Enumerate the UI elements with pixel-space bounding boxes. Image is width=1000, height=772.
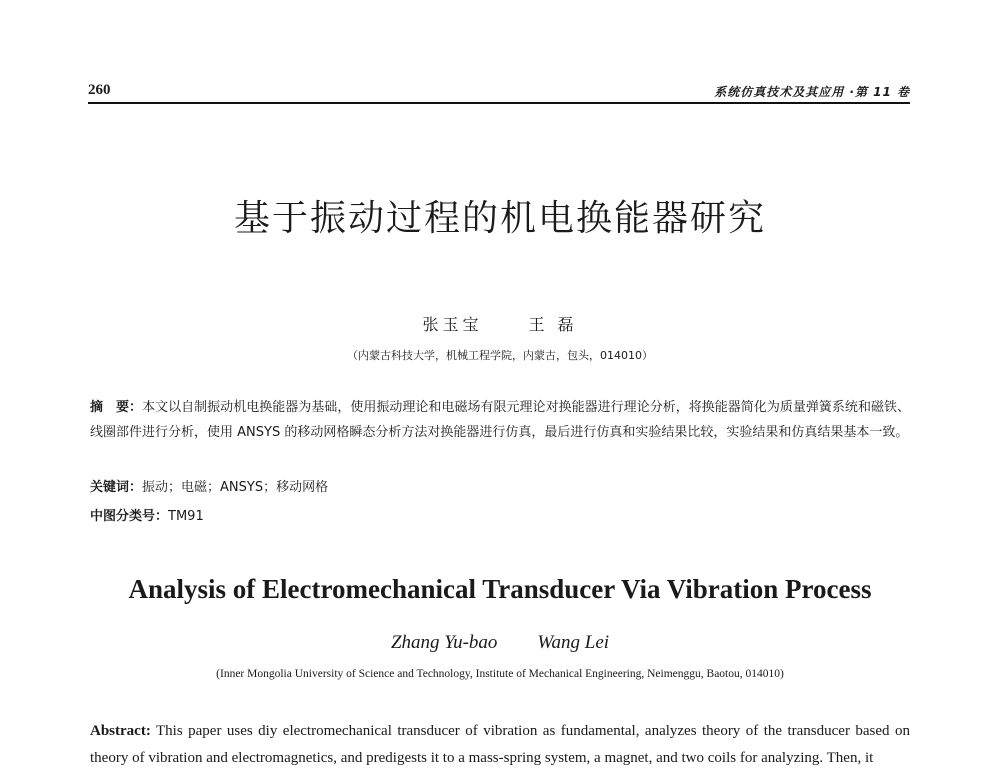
page-header bbox=[88, 80, 910, 102]
chinese-keywords-text: 振动；电磁；ANSYS；移动网格 bbox=[142, 480, 329, 495]
english-authors bbox=[0, 632, 1000, 654]
author-2-cn: 王 磊 bbox=[528, 315, 578, 334]
chinese-keywords bbox=[90, 476, 910, 495]
chinese-title: 基于振动过程的机电换能器研究 bbox=[233, 198, 766, 239]
page-number: 260 bbox=[88, 82, 111, 98]
chinese-keywords-label: 关键词： bbox=[90, 480, 143, 495]
chinese-authors bbox=[0, 312, 1000, 335]
classification-number: TM91 bbox=[168, 509, 204, 524]
author-1-en: Zhang Yu-bao bbox=[390, 632, 498, 653]
english-abstract-text: This paper uses diy electromechanical transducer of vibration as fundamental, analyzes theory of the transducer based on theory of vibration and electromagnetics, and predigests it to a mass-spring system, a magnet, and two coils for analyzing. Then, it bbox=[90, 723, 910, 766]
journal-name: 系统仿真技术及其应用 ·第 11 卷 bbox=[714, 85, 910, 99]
chinese-abstract-text: 本文以自制振动机电换能器为基础，使用振动理论和电磁场有限元理论对换能器进行理论分析，将换能器简化为质量弹簧系统和磁铁、线圈部件进行分析，使用 ANSYS 的移动网格瞬态分析方法对换能器进行仿真，最后进行仿真和实验结果比较，实验结果和仿真结果基本一致。 bbox=[90, 400, 910, 440]
chinese-abstract-label: 摘 要： bbox=[90, 400, 143, 415]
chinese-abstract bbox=[90, 395, 910, 445]
author-1-cn: 张玉宝 bbox=[422, 315, 483, 334]
english-abstract bbox=[90, 718, 910, 772]
chinese-classification bbox=[90, 505, 910, 524]
chinese-affiliation: （内蒙古科技大学，机械工程学院，内蒙古，包头，014010） bbox=[347, 349, 653, 362]
classification-label: 中图分类号： bbox=[90, 509, 169, 524]
english-title: Analysis of Electromechanical Transducer Via Vibration Process bbox=[128, 574, 872, 604]
header-rule bbox=[88, 102, 910, 104]
english-abstract-label: Abstract: bbox=[90, 723, 151, 739]
english-affiliation: (Inner Mongolia University of Science and Technology, Institute of Mechanical Engineering, Neimenggu, Baotou, 014010) bbox=[216, 668, 784, 680]
author-2-en: Wang Lei bbox=[537, 632, 610, 653]
